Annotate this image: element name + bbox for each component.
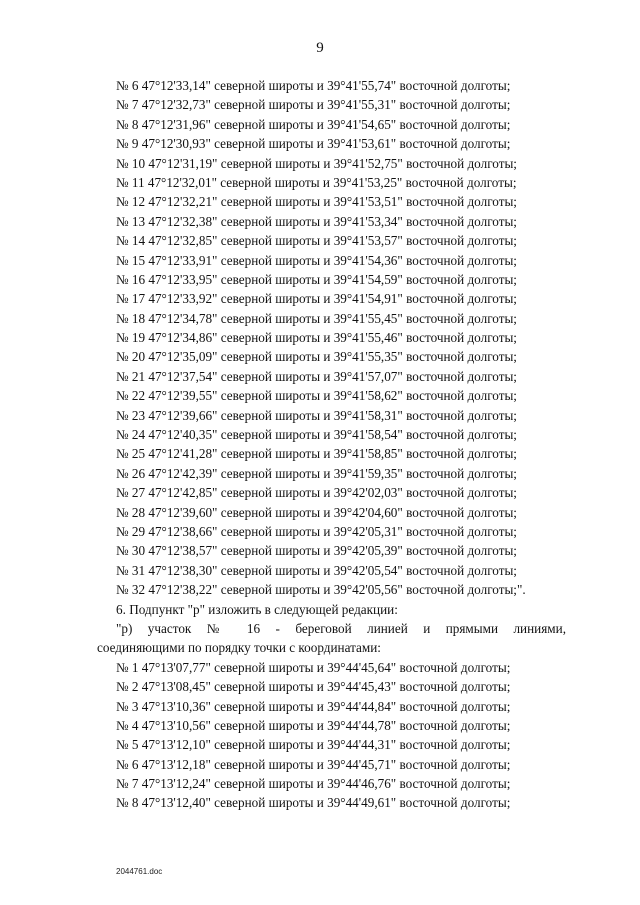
coordinate-line: № 9 47°12'30,93" северной широты и 39°41'53,61" восточной долготы;	[116, 136, 511, 152]
page-number: 9	[316, 40, 324, 56]
coordinate-line: № 8 47°13'12,40" северной широты и 39°44'49,61" восточной долготы;	[116, 795, 511, 811]
coordinate-line: № 15 47°12'33,91" северной широты и 39°41'54,36" восточной долготы;	[116, 252, 517, 268]
coordinate-line: № 26 47°12'42,39" северной широты и 39°41'59,35" восточной долготы;	[116, 465, 517, 481]
coordinate-line: № 28 47°12'39,60" северной широты и 39°42'04,60" восточной долготы;	[116, 504, 517, 520]
coordinate-line: № 10 47°12'31,19" северной широты и 39°41'52,75" восточной долготы;	[116, 155, 517, 171]
coordinate-line: № 2 47°13'08,45" северной широты и 39°44'45,43" восточной долготы;	[116, 679, 511, 695]
coordinate-line: № 13 47°12'32,38" северной широты и 39°41'53,34" восточной долготы;	[116, 213, 517, 229]
coordinate-line: № 5 47°13'12,10" северной широты и 39°44'44,31" восточной долготы;	[116, 737, 511, 753]
coordinate-line: № 21 47°12'37,54" северной широты и 39°41'57,07" восточной долготы;	[116, 368, 517, 384]
coordinate-line: № 30 47°12'38,57" северной широты и 39°42'05,39" восточной долготы;	[116, 543, 517, 559]
coordinate-line: № 6 47°12'33,14" северной широты и 39°41'55,74" восточной долготы;	[116, 78, 511, 93]
coordinate-line: № 25 47°12'41,28" северной широты и 39°41'58,85" восточной долготы;	[116, 446, 517, 462]
coordinate-line: № 29 47°12'38,66" северной широты и 39°42'05,31" восточной долготы;	[116, 523, 517, 539]
coordinate-list-b	[116, 658, 566, 813]
paragraph-6-heading: 6. Подпункт "р" изложить в следующей редакции:	[116, 601, 398, 617]
coordinate-line: № 27 47°12'42,85" северной широты и 39°42'02,03" восточной долготы;	[116, 485, 517, 501]
coordinate-line: № 31 47°12'38,30" северной широты и 39°42'05,54" восточной долготы;	[116, 562, 517, 578]
coordinate-line: № 3 47°13'10,36" северной широты и 39°44'44,84" восточной долготы;	[116, 698, 511, 714]
document-body	[97, 76, 566, 813]
coordinate-line: № 32 47°12'38,22" северной широты и 39°42'05,56" восточной долготы;".	[116, 582, 526, 598]
coordinate-line: № 12 47°12'32,21" северной широты и 39°41'53,51" восточной долготы;	[116, 194, 517, 210]
coordinate-line: № 1 47°13'07,77" северной широты и 39°44'45,64" восточной долготы;	[116, 659, 511, 675]
coordinate-line: № 20 47°12'35,09" северной широты и 39°41'55,35" восточной долготы;	[116, 349, 517, 365]
coordinate-line: № 8 47°12'31,96" северной широты и 39°41'54,65" восточной долготы;	[116, 116, 511, 132]
subitem-r-continuation: соединяющими по порядку точки с координатами:	[97, 640, 381, 656]
coordinate-list-a	[116, 76, 566, 600]
coordinate-line: № 18 47°12'34,78" северной широты и 39°41'55,45" восточной долготы;	[116, 310, 517, 326]
coordinate-line: № 23 47°12'39,66" северной широты и 39°41'58,31" восточной долготы;	[116, 407, 517, 423]
subitem-r-intro: "р) участок № 16 - береговой линией и прямыми линиями,	[116, 620, 566, 636]
coordinate-line: № 4 47°13'10,56" северной широты и 39°44'44,78" восточной долготы;	[116, 717, 511, 733]
coordinate-line: № 16 47°12'33,95" северной широты и 39°41'54,59" восточной долготы;	[116, 271, 517, 287]
footer-filename: 2044761.doc	[116, 867, 163, 876]
coordinate-line: № 11 47°12'32,01" северной широты и 39°41'53,25" восточной долготы;	[116, 174, 517, 190]
coordinate-line: № 14 47°12'32,85" северной широты и 39°41'53,57" восточной долготы;	[116, 233, 517, 249]
coordinate-line: № 7 47°12'32,73" северной широты и 39°41'55,31" восточной долготы;	[116, 97, 511, 113]
coordinate-line: № 24 47°12'40,35" северной широты и 39°41'58,54" восточной долготы;	[116, 427, 517, 443]
coordinate-line: № 17 47°12'33,92" северной широты и 39°41'54,91" восточной долготы;	[116, 291, 517, 307]
coordinate-line: № 19 47°12'34,86" северной широты и 39°41'55,46" восточной долготы;	[116, 330, 517, 346]
coordinate-line: № 6 47°13'12,18" северной широты и 39°44'45,71" восточной долготы;	[116, 756, 511, 772]
coordinate-line: № 22 47°12'39,55" северной широты и 39°41'58,62" восточной долготы;	[116, 388, 517, 404]
coordinate-line: № 7 47°13'12,24" северной широты и 39°44'46,76" восточной долготы;	[116, 776, 511, 792]
